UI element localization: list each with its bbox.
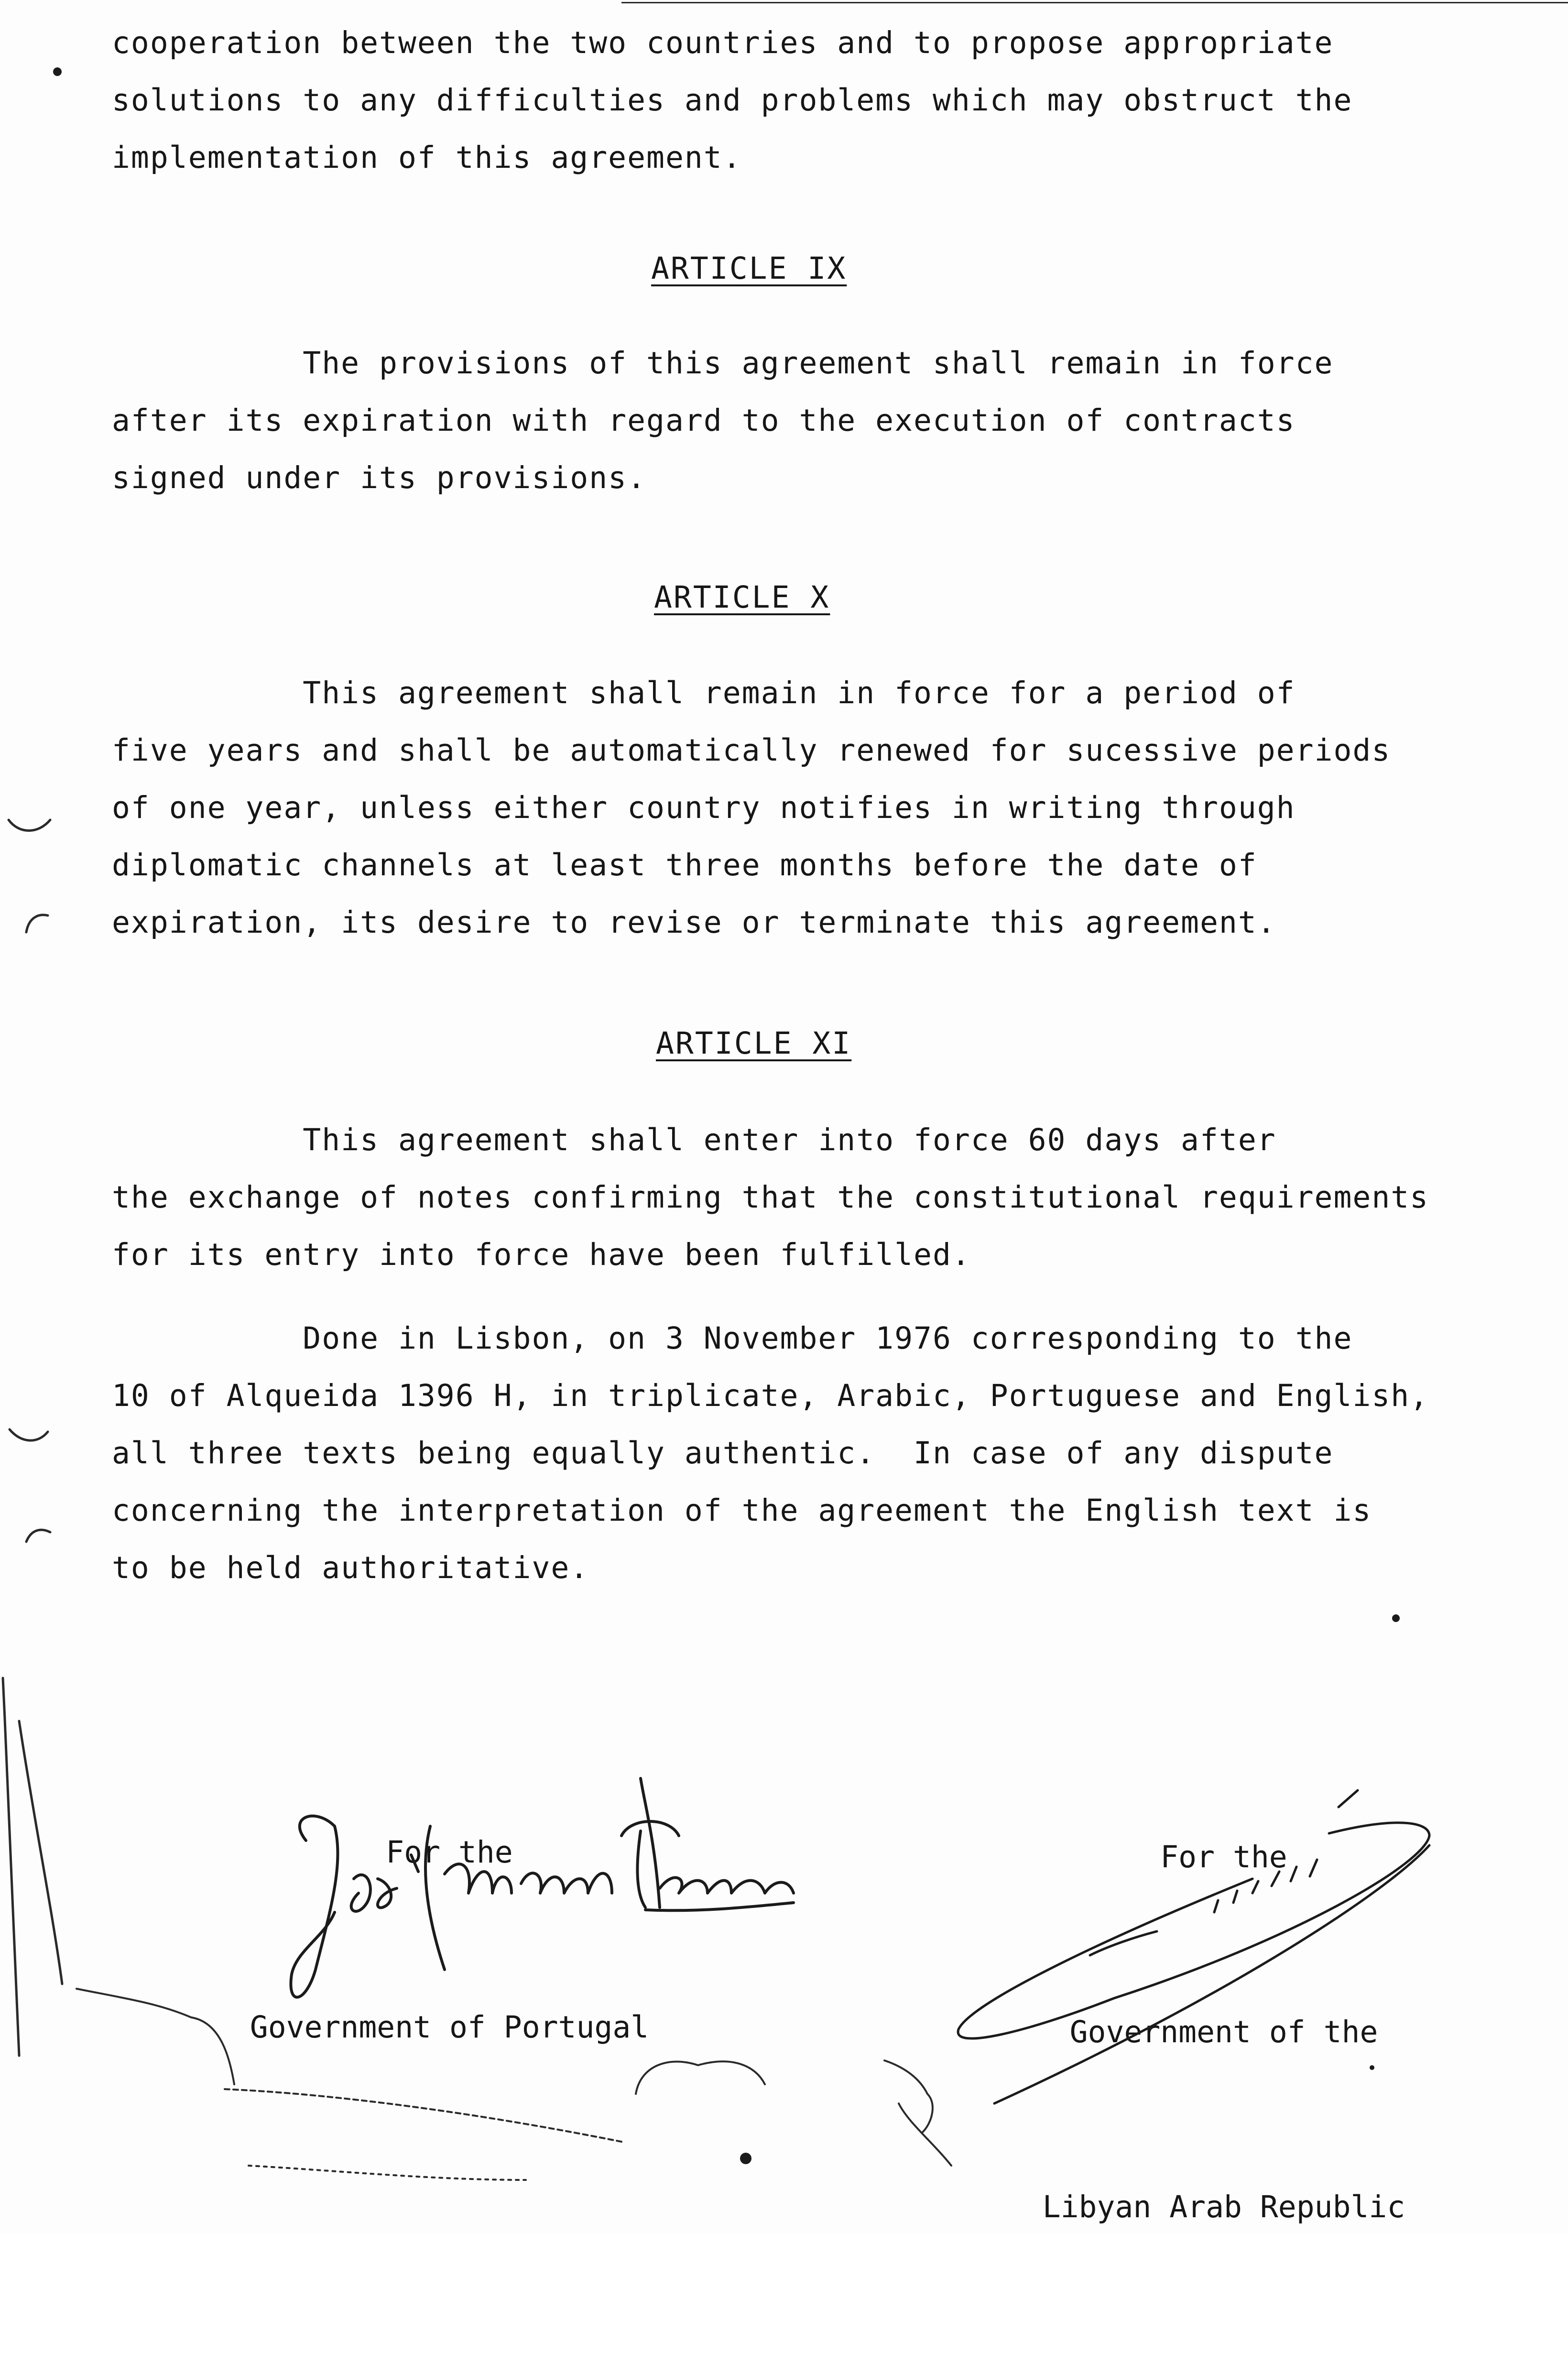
text-line: Done in Lisbon, on 3 November 1976 corresponding to the <box>112 1321 1353 1356</box>
article-x-heading: ARTICLE X <box>654 580 830 615</box>
text-line: diplomatic channels at least three months before the date of <box>112 848 1257 882</box>
text-line: implementation of this agreement. <box>112 140 742 175</box>
article-xi-heading: ARTICLE XI <box>656 1026 852 1061</box>
seal-traces <box>76 1989 951 2180</box>
portugal-signature <box>291 1778 794 1997</box>
text-line: expiration, its desire to revise or terminate this agreement. <box>112 905 1276 940</box>
text-line: to be held authoritative. <box>112 1550 589 1585</box>
libya-signature <box>958 1790 1429 2103</box>
text-line: signed under its provisions. <box>112 460 647 495</box>
signatory-line: For the <box>386 1835 513 1870</box>
signatory-line: Libyan Arab Republic <box>1042 2190 1405 2224</box>
text-line: for its entry into force have been fulfilled. <box>112 1237 971 1272</box>
signatory-line: Government of Portugal <box>250 2010 649 2045</box>
text-line: concerning the interpretation of the agreement the English text is <box>112 1493 1372 1528</box>
margin-marks <box>3 820 62 2056</box>
signatory-line: For the <box>1160 1840 1287 1874</box>
text-line: the exchange of notes confirming that the constitutional requirements <box>112 1180 1429 1215</box>
text-line: after its expiration with regard to the execution of contracts <box>112 403 1296 438</box>
text-line: all three texts being equally authentic. In case of any dispute <box>112 1436 1334 1471</box>
text-line: five years and shall be automatically renewed for sucessive periods <box>112 733 1391 768</box>
text-line: solutions to any difficulties and problems which may obstruct the <box>112 83 1353 118</box>
text-line: This agreement shall enter into force 60 days after <box>112 1122 1276 1157</box>
text-line: The provisions of this agreement shall remain in force <box>112 346 1334 381</box>
text-line: This agreement shall remain in force for a period of <box>112 675 1296 710</box>
text-line: 10 of Alqueida 1396 H, in triplicate, Arabic, Portuguese and English, <box>112 1378 1429 1413</box>
text-line: cooperation between the two countries and to propose appropriate <box>112 25 1334 60</box>
article-ix-heading: ARTICLE IX <box>651 251 847 286</box>
margin-dots <box>53 67 1400 2164</box>
signatory-line: Government of the <box>1069 2015 1378 2049</box>
text-line: of one year, unless either country notifies in writing through <box>112 790 1296 825</box>
